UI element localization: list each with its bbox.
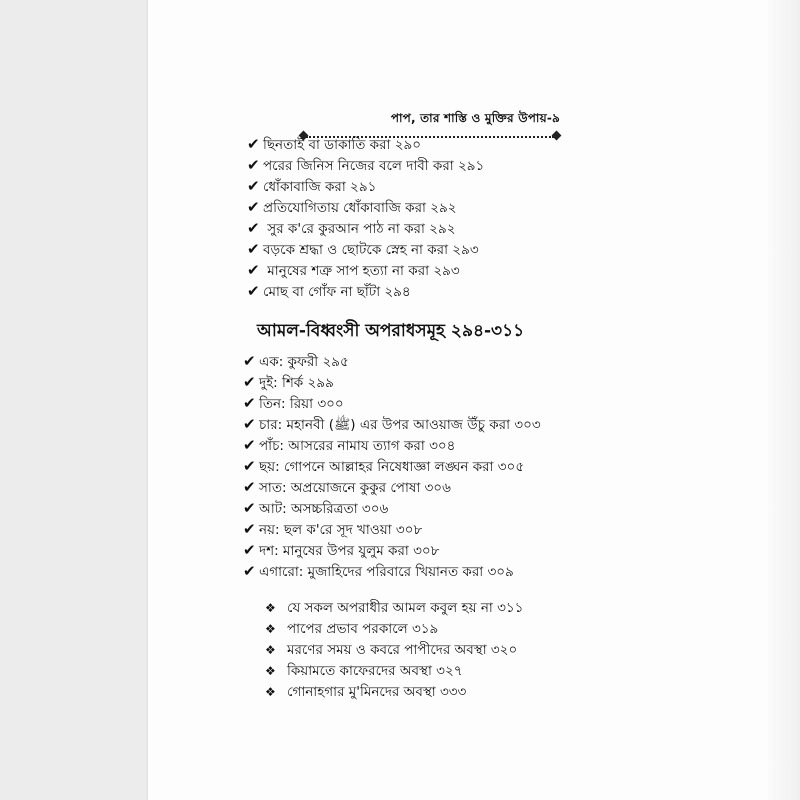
- list-item: [243, 351, 349, 374]
- diamond-bullet-icon: ❖: [265, 622, 276, 636]
- diamond-bullet-icon: ❖: [265, 601, 276, 615]
- diamond-bullet-icon: ❖: [265, 664, 276, 678]
- checkmark-icon: ✔: [243, 394, 256, 412]
- diamond-bullet-icon: ❖: [265, 685, 276, 699]
- list-item: [243, 414, 541, 437]
- section-heading: আমল-বিধ্বংসী অপরাধসমূহ ২৯৪-৩১১: [257, 321, 525, 341]
- list-item-text: সুর ক'রে কুরআন পাঠ না করা ২৯২: [263, 221, 456, 237]
- list-item-text: বড়কে শ্রদ্ধা ও ছোটকে স্নেহ না করা ২৯৩: [263, 242, 479, 258]
- list-item-text: পাপের প্রভাব পরকালে ৩১৯: [287, 621, 439, 637]
- list-item-text: পাঁচ: আসরের নামায ত্যাগ করা ৩০৪: [259, 438, 456, 454]
- checkmark-icon: ✔: [243, 499, 256, 517]
- checkmark-icon: ✔: [243, 436, 256, 454]
- list-item: [265, 639, 517, 662]
- list-item: [247, 197, 457, 220]
- list-item: [265, 681, 466, 704]
- list-item-text: মরণের সময় ও কবরে পাপীদের অবস্থা ৩২০: [287, 642, 518, 658]
- list-item-text: ধোঁকাবাজি করা ২৯১: [263, 179, 377, 195]
- diamond-bullet-icon: ❖: [265, 643, 276, 657]
- list-item: [247, 281, 411, 304]
- checkmark-icon: ✔: [243, 457, 256, 475]
- checkmark-icon: ✔: [247, 198, 260, 216]
- list-item-text: চার: মহানবী (ﷺ) এর উপর আওয়াজ উঁচু করা ৩০৩: [259, 417, 541, 433]
- list-item: [265, 597, 523, 620]
- list-item-text: সাত: অপ্রয়োজনে কুকুর পোষা ৩০৬: [259, 480, 451, 496]
- list-item-text: নয়: ছল ক'রে সূদ খাওয়া ৩০৮: [259, 522, 423, 538]
- list-item-text: কিয়ামতে কাফেরদের অবস্থা ৩২৭: [287, 663, 463, 679]
- list-item: [265, 660, 463, 683]
- checkmark-icon: ✔: [243, 562, 256, 580]
- list-item: [243, 519, 422, 542]
- list-item: [243, 561, 514, 584]
- page-edge-shadow: [768, 0, 800, 800]
- checkmark-icon: ✔: [243, 352, 256, 370]
- list-item-text: মোছ বা গোঁফ না ছাঁটা ২৯৪: [263, 284, 411, 300]
- list-item: [243, 456, 524, 479]
- list-item: [247, 134, 421, 157]
- list-item-text: দশ: মানুষের উপর যুলুম করা ৩০৮: [259, 543, 440, 559]
- checkmark-icon: ✔: [247, 219, 260, 237]
- list-item-text: এক: কুফরী ২৯৫: [259, 354, 349, 370]
- list-item-text: ছয়: গোপনে আল্লাহর নিষেধাজ্ঞা লঙ্ঘন করা ৩০৫: [259, 459, 525, 475]
- checkmark-icon: ✔: [247, 177, 260, 195]
- list-item: [247, 155, 484, 178]
- list-item: [243, 372, 334, 395]
- checkmark-icon: ✔: [247, 135, 260, 153]
- checkmark-icon: ✔: [243, 373, 256, 391]
- list-item: [243, 498, 388, 521]
- checkmark-icon: ✔: [247, 261, 260, 279]
- list-item-text: পরের জিনিস নিজের বলে দাবী করা ২৯১: [263, 158, 485, 174]
- list-item-text: এগারো: মুজাহিদের পরিবারে খিয়ানত করা ৩০৯: [259, 564, 514, 580]
- list-item-text: তিন: রিয়া ৩০০: [259, 396, 344, 412]
- list-item: [265, 618, 438, 641]
- list-item-text: গোনাহগার মু'মিনদের অবস্থা ৩৩৩: [287, 684, 467, 700]
- list-item: [243, 540, 439, 563]
- list-item-text: দুই: শির্ক ২৯৯: [259, 375, 334, 391]
- list-item: [243, 435, 455, 458]
- list-item: [247, 176, 376, 199]
- checkmark-icon: ✔: [243, 541, 256, 559]
- list-item: [247, 260, 460, 283]
- list-item-text: ছিনতাই বা ডাকাতি করা ২৯০: [263, 137, 422, 153]
- list-item: [247, 218, 456, 241]
- list-item-text: যে সকল অপরাধীর আমল কবুল হয় না ৩১১: [287, 600, 524, 616]
- list-item: [243, 393, 344, 416]
- list-item-text: আট: অসচ্চরিত্রতা ৩০৬: [259, 501, 389, 517]
- diamond-icon: [552, 131, 562, 141]
- list-item-text: মানুষের শত্রু সাপ হত্যা না করা ২৯৩: [263, 263, 460, 279]
- checkmark-icon: ✔: [243, 415, 256, 433]
- checkmark-icon: ✔: [247, 240, 260, 258]
- checkmark-icon: ✔: [247, 156, 260, 174]
- checkmark-icon: ✔: [243, 520, 256, 538]
- checkmark-icon: ✔: [243, 478, 256, 496]
- list-item: [247, 239, 479, 262]
- list-item: [243, 477, 451, 500]
- checkmark-icon: ✔: [247, 282, 260, 300]
- list-item-text: প্রতিযোগিতায় ধোঁকাবাজি করা ২৯২: [263, 200, 457, 216]
- running-header-title: পাপ, তার শাস্তি ও মুক্তির উপায়-৯: [390, 111, 560, 125]
